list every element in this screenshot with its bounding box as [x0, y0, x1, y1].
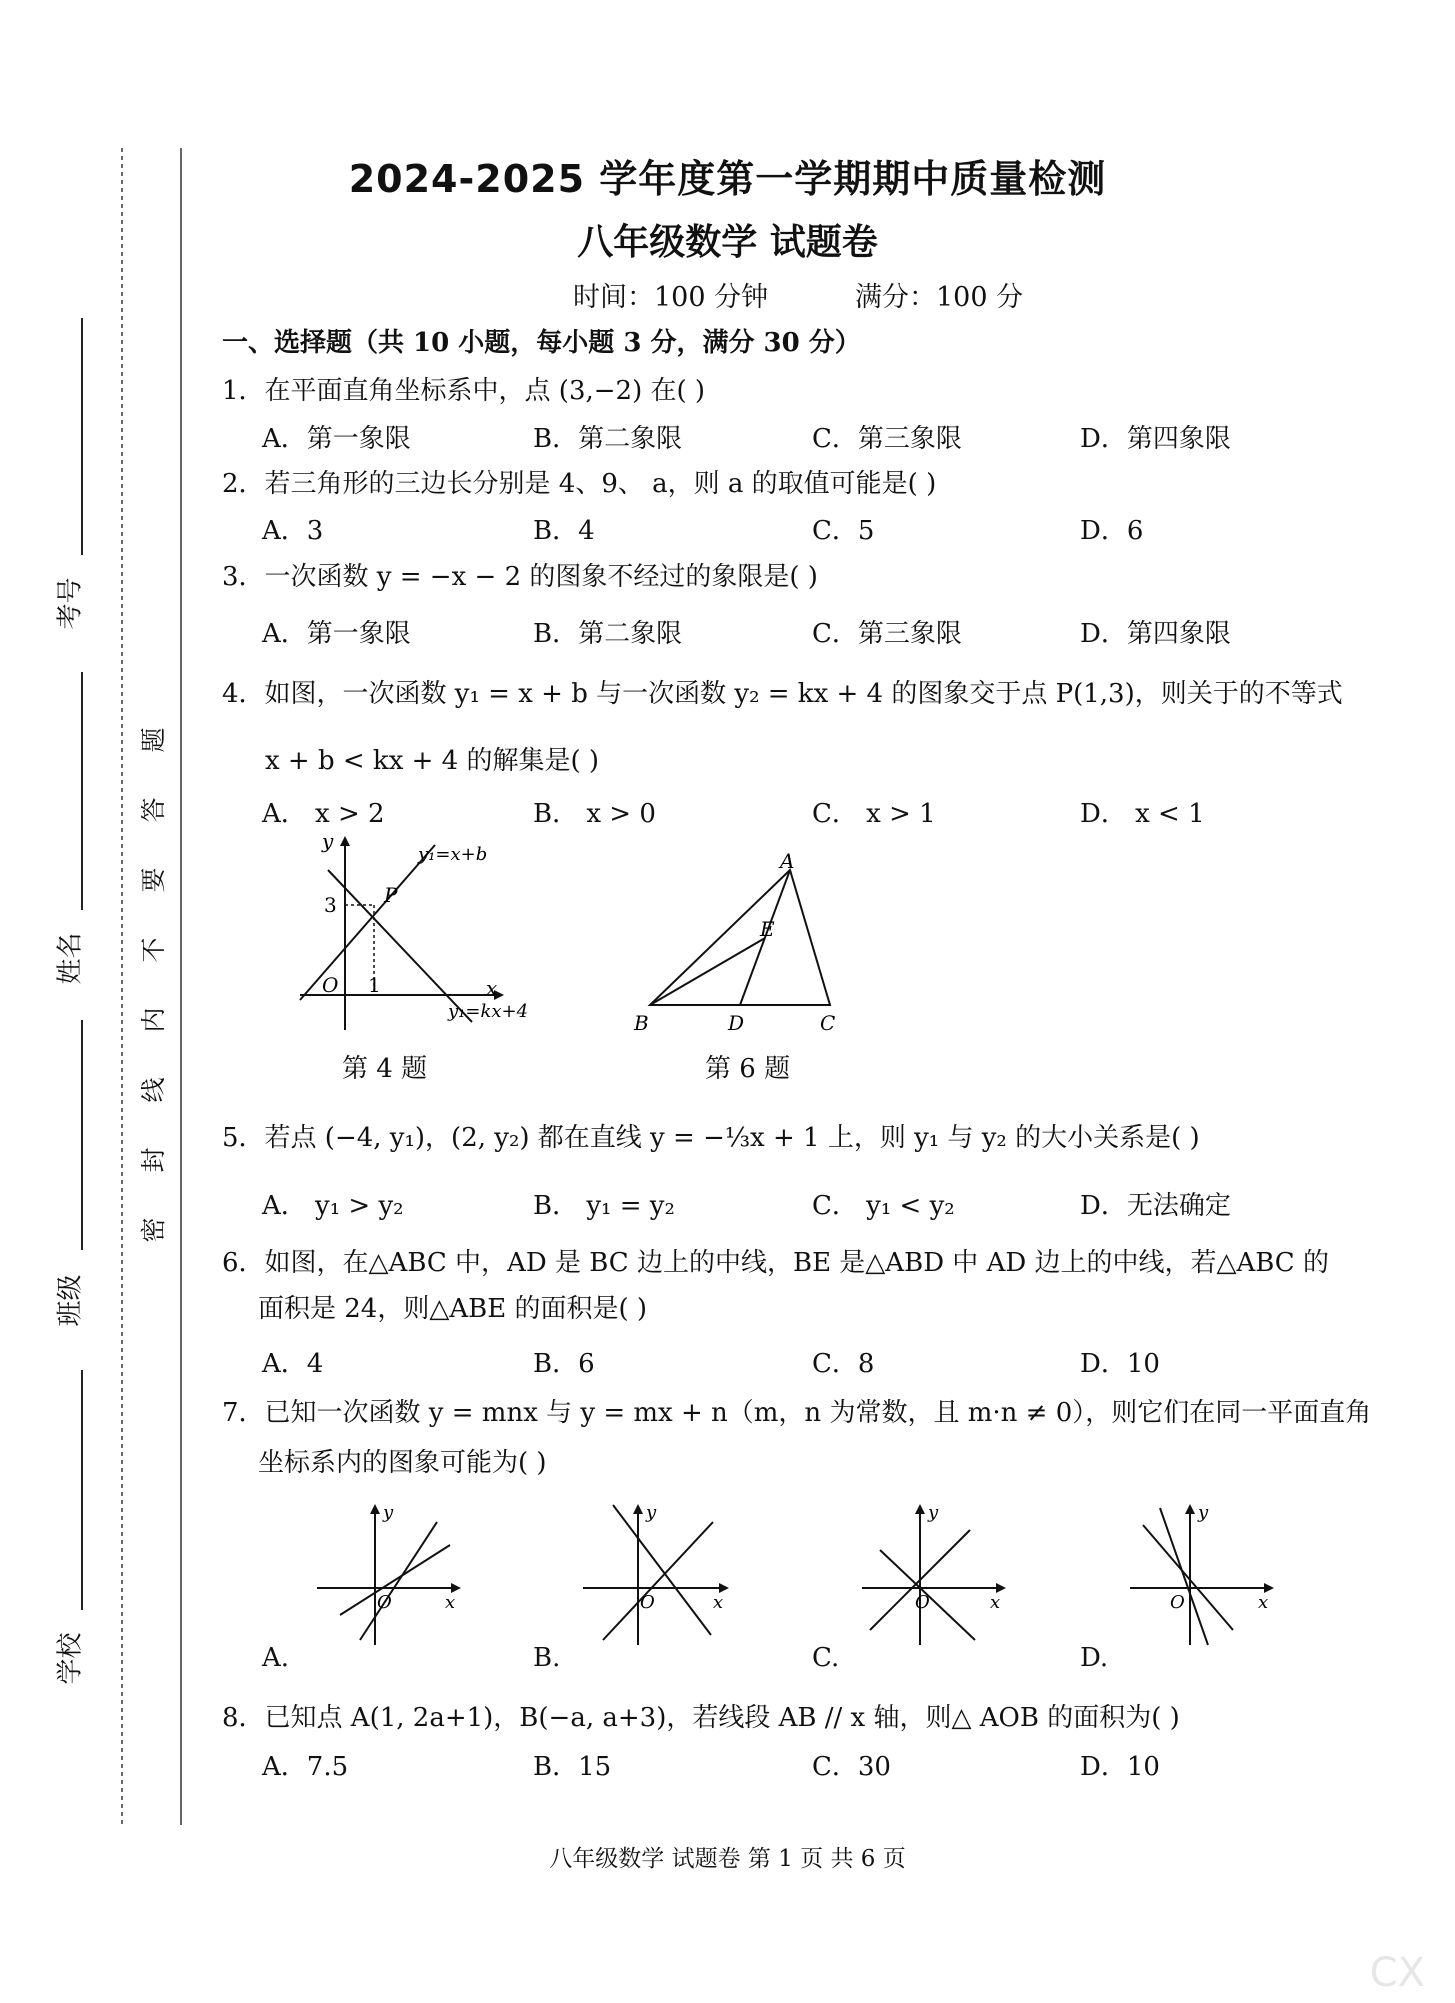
seal-char: 要	[139, 867, 168, 893]
fig6-label-d: D	[728, 1011, 745, 1035]
svg-text:O: O	[915, 1592, 930, 1613]
q2-option-b[interactable]: B．4	[533, 516, 595, 546]
fig4-label-3: 3	[324, 893, 337, 917]
exam-title: 2024-2025 学年度第一学期期中质量检测	[348, 157, 1107, 201]
q2-option-d[interactable]: D．6	[1080, 516, 1144, 546]
q7-option-a[interactable]: A.	[262, 1643, 290, 1673]
q8-option-c[interactable]: C．30	[812, 1752, 891, 1782]
q4-option-d[interactable]: D． x < 1	[1080, 799, 1205, 829]
q4-option-b[interactable]: B． x > 0	[533, 799, 656, 829]
side-label-school: 学校	[55, 1632, 86, 1685]
seal-char: 内	[139, 1007, 168, 1033]
watermark: CX	[1369, 1950, 1425, 1996]
exam-subtitle: 八年级数学 试题卷	[577, 222, 878, 263]
svg-text:y: y	[646, 1502, 657, 1523]
q2-option-c[interactable]: C．5	[812, 516, 875, 546]
svg-text:y: y	[1198, 1502, 1209, 1523]
q6-option-a[interactable]: A．4	[262, 1349, 324, 1379]
question-5-stem: 5．若点 (−4, y₁)，(2, y₂) 都在直线 y = −⅓x + 1 上，则 y₁ 与 y₂ 的大小关系是( )	[222, 1123, 1200, 1153]
svg-text:x: x	[1258, 1592, 1269, 1613]
figure-q6	[630, 850, 860, 1040]
q7-graph-a[interactable]	[315, 1500, 475, 1650]
question-7-stem: 7．已知一次函数 y = mnx 与 y = mx + n（m，n 为常数，且 m·n ≠ 0），则它们在同一平面直角	[222, 1398, 1372, 1428]
figure-q6-caption: 第 6 题	[705, 1054, 791, 1084]
question-8-stem: 8．已知点 A(1, 2a+1)，B(−a, a+3)，若线段 AB // x 轴，则△ AOB 的面积为( )	[222, 1703, 1180, 1733]
question-1-stem: 1．在平面直角坐标系中，点 (3,−2) 在( )	[222, 376, 706, 406]
q6-option-d[interactable]: D．10	[1080, 1349, 1160, 1379]
q6-option-c[interactable]: C．8	[812, 1349, 875, 1379]
q7-graph-c[interactable]	[860, 1500, 1020, 1650]
fig6-label-b: B	[634, 1011, 649, 1035]
q7-option-d[interactable]: D.	[1080, 1643, 1109, 1673]
q8-option-a[interactable]: A．7.5	[262, 1752, 349, 1782]
svg-text:x: x	[990, 1592, 1001, 1613]
figure-q4-caption: 第 4 题	[342, 1054, 428, 1084]
side-label-class: 班级	[55, 1274, 86, 1327]
question-4-stem-2: x + b < kx + 4 的解集是( )	[265, 746, 600, 776]
binding-margin	[0, 0, 200, 1840]
time-label: 时间：100 分钟	[573, 282, 769, 313]
q1-option-d[interactable]: D．第四象限	[1080, 424, 1231, 454]
seal-char: 线	[139, 1077, 168, 1103]
side-label-exam-no: 考号	[55, 577, 86, 630]
svg-text:y: y	[383, 1502, 394, 1523]
q8-option-d[interactable]: D．10	[1080, 1752, 1160, 1782]
question-3-stem: 3．一次函数 y = −x − 2 的图象不经过的象限是( )	[222, 562, 818, 592]
section-heading: 一、选择题（共 10 小题，每小题 3 分，满分 30 分）	[222, 328, 861, 358]
fig4-line1-label: y₁=x+b	[418, 844, 488, 865]
fig4-label-1: 1	[368, 973, 381, 997]
fig4-label-x: x	[486, 976, 498, 1000]
q4-option-a[interactable]: A． x > 2	[262, 799, 385, 829]
q7-graph-d[interactable]	[1128, 1500, 1288, 1650]
score-label: 满分：100 分	[855, 282, 1024, 313]
q1-option-a[interactable]: A．第一象限	[262, 424, 411, 454]
seal-char: 答	[139, 797, 168, 823]
q5-option-d[interactable]: D．无法确定	[1080, 1191, 1231, 1221]
q1-option-b[interactable]: B．第二象限	[533, 424, 683, 454]
svg-text:O: O	[1170, 1592, 1185, 1613]
fig4-label-o: O	[322, 973, 339, 997]
side-label-name: 姓名	[55, 932, 86, 985]
page-footer: 八年级数学 试题卷 第 1 页 共 6 页	[549, 1846, 906, 1872]
fig4-label-p: P	[384, 883, 398, 907]
svg-text:y: y	[928, 1502, 939, 1523]
svg-text:O: O	[640, 1592, 655, 1613]
question-6-stem-2: 面积是 24，则△ABE 的面积是( )	[258, 1294, 648, 1324]
question-4-stem: 4．如图，一次函数 y₁ = x + b 与一次函数 y₂ = kx + 4 的图象交于点 P(1,3)，则关于的不等式	[222, 679, 1343, 709]
fig6-label-a: A	[780, 850, 795, 873]
question-6-stem: 6．如图，在△ABC 中，AD 是 BC 边上的中线，BE 是△ABD 中 AD 边上的中线，若△ABC 的	[222, 1248, 1329, 1278]
svg-text:O: O	[377, 1592, 392, 1613]
q7-option-b[interactable]: B.	[533, 1643, 561, 1673]
q7-graph-b[interactable]	[583, 1500, 743, 1650]
svg-text:x: x	[713, 1592, 724, 1613]
fig6-label-c: C	[820, 1011, 836, 1035]
fig4-line2-label: y₁=kx+4	[448, 1001, 529, 1022]
q1-option-c[interactable]: C．第三象限	[812, 424, 962, 454]
q3-option-c[interactable]: C．第三象限	[812, 619, 962, 649]
q3-option-b[interactable]: B．第二象限	[533, 619, 683, 649]
q8-option-b[interactable]: B．15	[533, 1752, 612, 1782]
q6-option-b[interactable]: B．6	[533, 1349, 595, 1379]
seal-char: 封	[139, 1147, 168, 1173]
q4-option-c[interactable]: C． x > 1	[812, 799, 936, 829]
q3-option-d[interactable]: D．第四象限	[1080, 619, 1231, 649]
figure-q4	[290, 830, 540, 1040]
seal-char: 密	[139, 1217, 168, 1243]
seal-char: 不	[139, 937, 168, 963]
q2-option-a[interactable]: A．3	[262, 516, 324, 546]
fig4-label-y: y	[322, 830, 334, 853]
line-y2-kx-plus-4	[328, 870, 472, 1022]
svg-text:x: x	[445, 1592, 456, 1613]
q7-option-c[interactable]: C.	[812, 1643, 840, 1673]
q5-option-b[interactable]: B． y₁ = y₂	[533, 1191, 675, 1221]
q5-option-a[interactable]: A． y₁ > y₂	[262, 1191, 404, 1221]
seal-char: 题	[139, 727, 168, 753]
q3-option-a[interactable]: A．第一象限	[262, 619, 411, 649]
question-7-stem-2: 坐标系内的图象可能为( )	[258, 1448, 547, 1478]
fig6-label-e: E	[760, 917, 775, 941]
q5-option-c[interactable]: C． y₁ < y₂	[812, 1191, 955, 1221]
question-2-stem: 2．若三角形的三边长分别是 4、9、 a，则 a 的取值可能是( )	[222, 469, 937, 499]
